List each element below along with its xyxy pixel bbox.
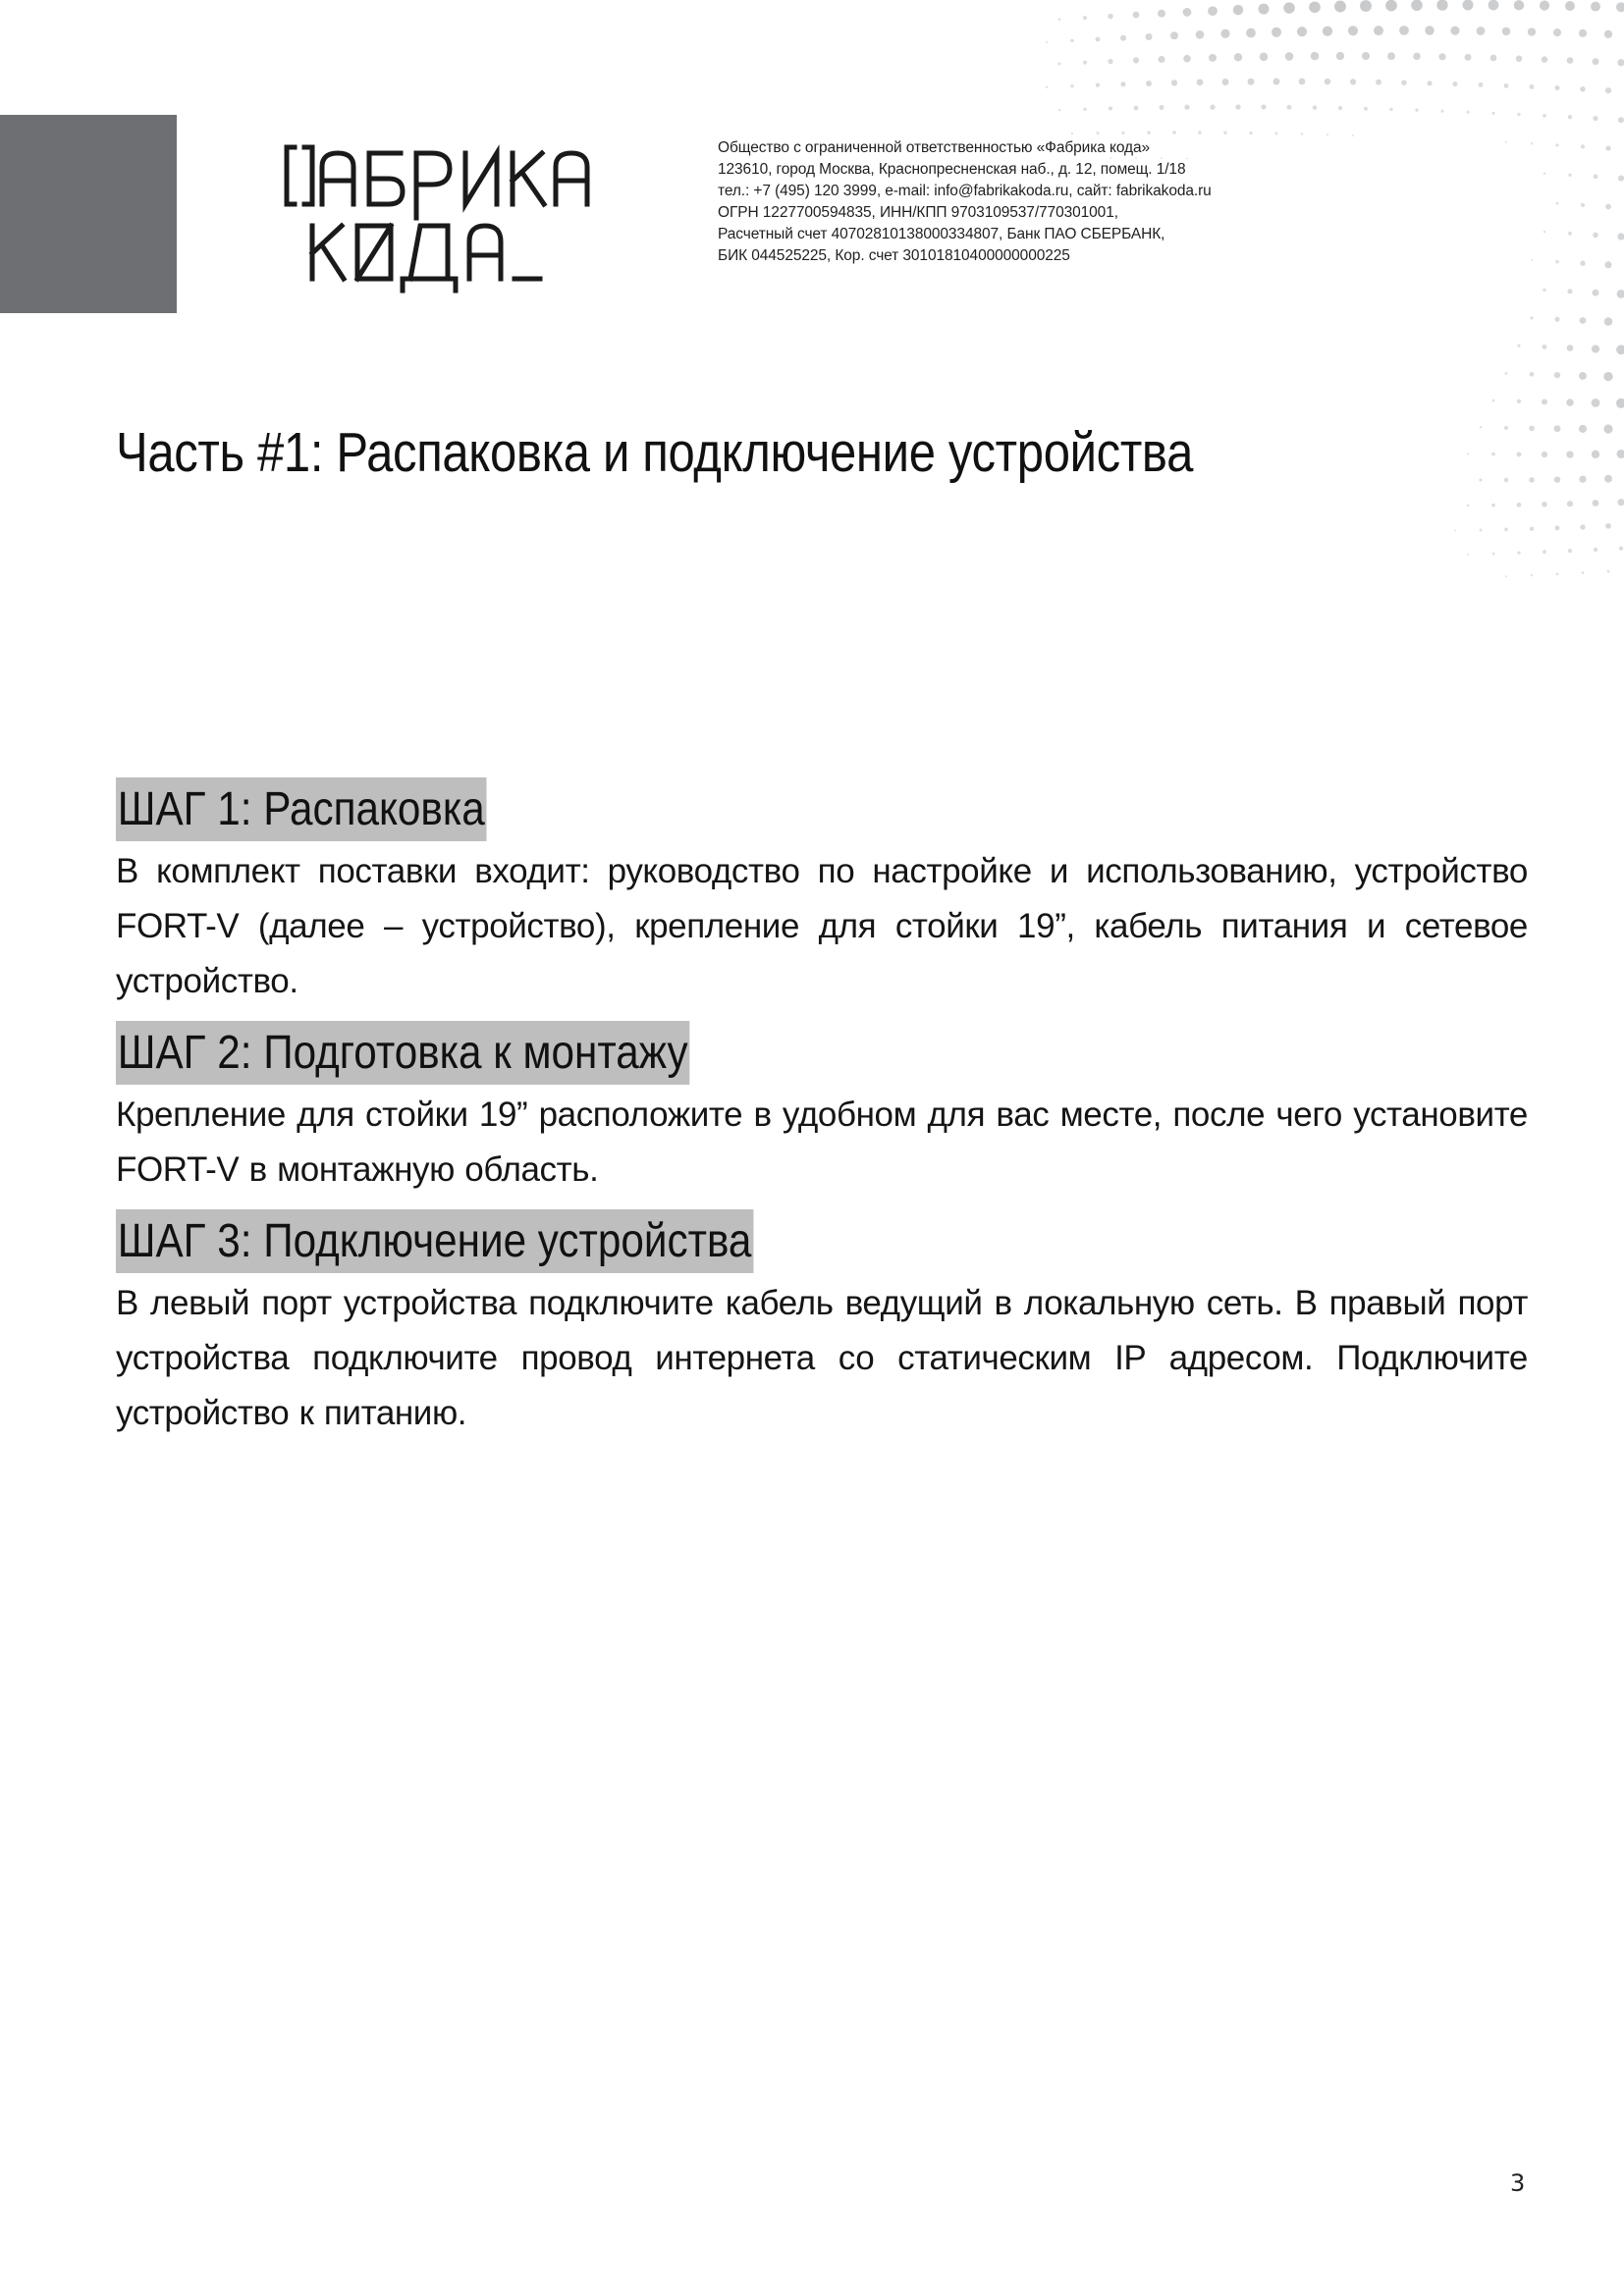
- pattern-dot: [1530, 316, 1533, 319]
- pattern-dot: [1198, 131, 1202, 134]
- pattern-dot: [1618, 176, 1624, 182]
- pattern-dot: [1543, 114, 1546, 118]
- pattern-dot: [1248, 79, 1255, 85]
- pattern-dot: [1208, 6, 1218, 16]
- pattern-dot: [1301, 133, 1304, 135]
- pattern-dot: [1554, 476, 1561, 483]
- company-bik-line: БИК 044525225, Кор. счет 30101810400000000225: [718, 247, 1070, 264]
- pattern-dot: [1579, 425, 1587, 433]
- company-bank-account-line: Расчетный счет 40702810138000334807, Банк ПАО СБЕРБАНК,: [718, 226, 1165, 242]
- pattern-dot: [1504, 83, 1509, 88]
- pattern-dot: [1234, 53, 1242, 61]
- pattern-dot: [1480, 426, 1482, 428]
- step-body: В комплект поставки входит: руководство по настройке и использованию, устройство FORT-V (далее – устройство), крепление для стойки 19”, кабель питания и сетевое устройство.: [116, 852, 1528, 1000]
- pattern-dot: [1529, 477, 1535, 483]
- pattern-dot: [1567, 501, 1573, 507]
- pattern-dot: [1543, 173, 1545, 175]
- pattern-dot: [1297, 27, 1307, 36]
- pattern-dot: [1466, 111, 1469, 114]
- pattern-dot: [1554, 425, 1561, 432]
- pattern-dot: [1070, 84, 1073, 87]
- pattern-dot: [1542, 452, 1547, 457]
- pattern-dot: [1593, 233, 1598, 239]
- pattern-dot: [1401, 80, 1407, 85]
- pattern-dot: [1046, 41, 1048, 43]
- pattern-dot: [1070, 39, 1074, 43]
- pattern-dot: [1467, 505, 1470, 507]
- pattern-dot: [1325, 79, 1330, 84]
- pattern-dot: [1616, 399, 1624, 408]
- pattern-dot: [1462, 0, 1473, 11]
- pattern-dot: [1617, 290, 1624, 298]
- pattern-dot: [1502, 27, 1511, 36]
- pattern-dot: [1530, 526, 1534, 530]
- pattern-dot: [1309, 1, 1321, 13]
- pattern-dot: [1603, 372, 1612, 381]
- company-contacts-line: тел.: +7 (495) 120 3999, e-mail: info@fabrikakoda.ru, сайт: fabrikakoda.ru: [718, 183, 1212, 199]
- dot-pattern-background: [0, 0, 1624, 707]
- pattern-dot: [1530, 84, 1535, 89]
- pattern-dot: [1311, 52, 1320, 61]
- pattern-dot: [1579, 476, 1586, 483]
- pattern-dot: [1450, 27, 1459, 35]
- pattern-dot: [1233, 5, 1243, 15]
- pattern-dot: [1223, 131, 1226, 133]
- pattern-dot: [1071, 133, 1073, 134]
- pattern-dot: [1591, 2, 1600, 12]
- step-body: В левый порт устройства подключите кабель ведущий в локальную сеть. В правый порт устройства подключите провод интернета со статическим IP адресом. Подключите устройство к питанию.: [116, 1284, 1528, 1432]
- pattern-dot: [1516, 452, 1521, 456]
- pattern-dot: [1146, 80, 1152, 86]
- pattern-dot: [1479, 82, 1484, 87]
- pattern-dot: [1517, 400, 1521, 403]
- pattern-dot: [1096, 83, 1100, 87]
- pattern-dot: [1145, 33, 1152, 40]
- pattern-dot: [1467, 453, 1469, 454]
- pattern-dot: [1348, 26, 1358, 35]
- pattern-dot: [1604, 261, 1611, 268]
- pattern-dot: [1083, 107, 1086, 110]
- pattern-dot: [1299, 79, 1306, 85]
- pattern-dot: [1592, 451, 1599, 458]
- pattern-dot: [1133, 57, 1139, 63]
- step-heading: ШАГ 1: Распаковка: [116, 777, 487, 841]
- pattern-dot: [1159, 56, 1165, 63]
- pattern-dot: [1605, 204, 1611, 210]
- pattern-dot: [1184, 105, 1189, 110]
- pattern-dot: [1454, 529, 1456, 531]
- pattern-dot: [1096, 37, 1101, 42]
- pattern-dot: [1285, 52, 1294, 61]
- pattern-dot: [1567, 57, 1574, 64]
- pattern-dot: [1580, 261, 1585, 266]
- page-title: Часть #1: Распаковка и подключение устройства: [116, 421, 1193, 484]
- pattern-dot: [1272, 27, 1281, 37]
- company-logo: [283, 124, 607, 300]
- pattern-dot: [1108, 14, 1112, 19]
- pattern-dot: [1580, 86, 1586, 92]
- pattern-dot: [1490, 55, 1497, 62]
- pattern-dot: [1542, 502, 1547, 507]
- pattern-dot: [1425, 26, 1434, 34]
- pattern-dot: [1160, 105, 1164, 110]
- pattern-dot: [1505, 141, 1507, 143]
- pattern-dot: [1334, 1, 1346, 13]
- pattern-dot: [1619, 546, 1623, 550]
- pattern-dot: [1376, 80, 1381, 85]
- pattern-dot: [1235, 104, 1240, 109]
- pattern-dot: [1555, 143, 1558, 146]
- pattern-dot: [1504, 528, 1508, 532]
- pattern-dot: [1399, 26, 1409, 35]
- pattern-dot: [1542, 56, 1547, 62]
- pattern-dot: [1517, 113, 1520, 116]
- pattern-dot: [1440, 110, 1443, 113]
- pattern-dot: [1566, 451, 1573, 457]
- pattern-dot: [1617, 59, 1624, 66]
- pattern-dot: [1352, 134, 1354, 136]
- pattern-dot: [1121, 132, 1124, 134]
- pattern-dot: [1505, 575, 1507, 577]
- pattern-dot: [1283, 2, 1294, 13]
- step-heading: ШАГ 2: Подготовка к монтажу: [116, 1021, 689, 1085]
- pattern-dot: [1222, 79, 1229, 85]
- pattern-dot: [1336, 52, 1344, 60]
- pattern-dot: [1477, 27, 1486, 35]
- pattern-dot: [1556, 573, 1559, 576]
- pattern-dot: [1058, 63, 1061, 66]
- pattern-dot: [1605, 523, 1611, 529]
- pattern-dot: [1492, 400, 1495, 402]
- step-body: Крепление для стойки 19” расположите в удобном для вас месте, после чего установите FORT-V в монтажную область.: [116, 1095, 1528, 1189]
- pattern-dot: [1326, 133, 1328, 135]
- pattern-dot: [1618, 117, 1624, 123]
- pattern-dot: [1313, 105, 1318, 110]
- pattern-dot: [1374, 26, 1383, 35]
- pattern-dot: [1413, 53, 1421, 61]
- pattern-dot: [1514, 0, 1524, 10]
- pattern-dot: [1275, 133, 1278, 135]
- pattern-dot: [1261, 105, 1266, 110]
- pattern-dot: [1491, 112, 1494, 115]
- pattern-dot: [1172, 131, 1176, 134]
- pattern-dot: [1581, 144, 1585, 148]
- pattern-dot: [1427, 80, 1432, 85]
- pattern-dot: [1134, 106, 1139, 111]
- pattern-dot: [1220, 29, 1229, 38]
- pattern-dot: [1531, 259, 1533, 261]
- pattern-dot: [1492, 553, 1495, 556]
- pattern-dot: [1465, 54, 1472, 61]
- pattern-dot: [1554, 85, 1559, 90]
- pattern-dot: [1133, 12, 1140, 19]
- pattern-dot: [1531, 142, 1533, 144]
- pattern-dot: [1489, 0, 1499, 10]
- pattern-dot: [1046, 86, 1048, 88]
- pattern-dot: [1411, 0, 1423, 11]
- pattern-dot: [1554, 372, 1560, 378]
- pattern-dot: [1579, 29, 1587, 37]
- pattern-dot: [1480, 529, 1483, 532]
- pattern-dot: [1568, 232, 1572, 236]
- pattern-dot: [1097, 132, 1100, 134]
- pattern-dot: [1579, 372, 1587, 380]
- pattern-dot: [1607, 570, 1610, 573]
- pattern-dot: [1058, 18, 1061, 21]
- pattern-dot: [1109, 106, 1112, 110]
- pattern-dot: [1604, 475, 1612, 483]
- steps-section: [116, 777, 1528, 1441]
- pattern-dot: [1616, 2, 1624, 12]
- pattern-dot: [1580, 524, 1585, 529]
- pattern-dot: [1197, 80, 1204, 86]
- company-name-line: Общество с ограниченной ответственностью «Фабрика кода»: [718, 139, 1151, 156]
- pattern-dot: [1467, 554, 1469, 556]
- pattern-dot: [1196, 30, 1205, 39]
- pattern-dot: [1580, 317, 1587, 324]
- pattern-dot: [1389, 108, 1393, 112]
- pattern-dot: [1568, 115, 1572, 119]
- pattern-dot: [1273, 79, 1280, 85]
- pattern-dot: [1593, 500, 1599, 507]
- pattern-dot: [1108, 59, 1112, 64]
- pattern-dot: [1183, 8, 1192, 17]
- pattern-dot: [1568, 549, 1572, 553]
- pattern-dot: [1246, 28, 1256, 38]
- pattern-dot: [1582, 571, 1585, 574]
- step-1: [116, 777, 1528, 1009]
- pattern-dot: [1058, 109, 1061, 112]
- pattern-dot: [1504, 478, 1508, 482]
- pattern-dot: [1603, 424, 1612, 433]
- pattern-dot: [1504, 426, 1508, 430]
- pattern-dot: [1568, 174, 1571, 177]
- pattern-dot: [1183, 55, 1191, 63]
- pattern-dot: [1120, 81, 1125, 86]
- pattern-dot: [1530, 372, 1535, 377]
- pattern-dot: [1517, 503, 1522, 507]
- pattern-dot: [1531, 574, 1533, 576]
- pattern-dot: [1594, 175, 1598, 180]
- pattern-dot: [1593, 290, 1599, 296]
- pattern-dot: [1491, 504, 1495, 507]
- pattern-dot: [1581, 203, 1585, 207]
- pattern-dot: [1516, 55, 1523, 62]
- pattern-dot: [1385, 0, 1397, 11]
- pattern-dot: [1543, 231, 1545, 233]
- pattern-dot: [1553, 28, 1561, 36]
- pattern-dot: [1364, 107, 1368, 111]
- pattern-dot: [1505, 372, 1508, 375]
- pattern-dot: [1479, 478, 1482, 481]
- pattern-dot: [1592, 399, 1600, 407]
- company-details: [718, 137, 1346, 267]
- pattern-dot: [1556, 202, 1559, 205]
- step-heading: ШАГ 3: Подключение устройства: [116, 1209, 753, 1273]
- pattern-dot: [1604, 30, 1612, 38]
- pattern-dot: [1617, 233, 1624, 240]
- pattern-dot: [1287, 105, 1292, 110]
- pattern-dot: [1566, 399, 1573, 405]
- pattern-dot: [1209, 54, 1217, 62]
- company-address-line: 123610, город Москва, Краснопресненская наб., д. 12, помещ. 1/18: [718, 161, 1186, 178]
- pattern-dot: [1529, 426, 1535, 432]
- pattern-dot: [1543, 345, 1547, 349]
- pattern-dot: [1453, 81, 1458, 86]
- pattern-dot: [1567, 289, 1572, 294]
- header-accent-block: [0, 115, 177, 313]
- pattern-dot: [1438, 53, 1445, 60]
- pattern-dot: [1604, 317, 1613, 326]
- pattern-dot: [1260, 53, 1269, 62]
- pattern-dot: [1555, 260, 1559, 264]
- pattern-dot: [1436, 0, 1447, 11]
- pattern-dot: [1605, 145, 1610, 150]
- pattern-dot: [1517, 552, 1520, 555]
- pattern-dot: [1360, 0, 1372, 12]
- pattern-dot: [1350, 79, 1356, 84]
- pattern-dot: [1592, 345, 1599, 352]
- pattern-dot: [1323, 27, 1332, 36]
- pattern-dot: [1605, 87, 1611, 93]
- pattern-dot: [1594, 548, 1597, 552]
- pattern-dot: [1415, 109, 1418, 112]
- pattern-dot: [1616, 345, 1624, 354]
- pattern-dot: [1120, 35, 1126, 41]
- page-number: 3: [1510, 2169, 1526, 2197]
- pattern-dot: [1210, 104, 1215, 109]
- pattern-dot: [1593, 116, 1597, 121]
- pattern-dot: [1362, 52, 1370, 60]
- pattern-dot: [1171, 80, 1177, 85]
- company-registration-line: ОГРН 1227700594835, ИНН/КПП 9703109537/770301001,: [718, 204, 1118, 221]
- pattern-dot: [1542, 399, 1547, 404]
- pattern-dot: [1491, 453, 1495, 456]
- pattern-dot: [1258, 4, 1269, 15]
- pattern-dot: [1543, 550, 1546, 554]
- pattern-dot: [1083, 16, 1087, 20]
- pattern-dot: [1170, 31, 1178, 39]
- pattern-dot: [1554, 317, 1559, 322]
- pattern-dot: [1616, 450, 1624, 458]
- pattern-dot: [1083, 61, 1087, 65]
- pattern-dot: [1540, 1, 1549, 11]
- pattern-dot: [1387, 52, 1395, 60]
- pattern-dot: [1147, 131, 1151, 134]
- pattern-dot: [1565, 1, 1575, 11]
- pattern-dot: [1593, 58, 1599, 65]
- pattern-dot: [1617, 499, 1624, 506]
- pattern-dot: [1517, 345, 1520, 347]
- pattern-dot: [1554, 525, 1559, 530]
- pattern-dot: [1567, 345, 1574, 351]
- step-3: [116, 1209, 1528, 1441]
- pattern-dot: [1338, 106, 1342, 110]
- pattern-dot: [1158, 10, 1165, 18]
- pattern-dot: [1543, 289, 1545, 292]
- pattern-dot: [1528, 27, 1536, 35]
- step-2: [116, 1021, 1528, 1198]
- pattern-dot: [1249, 132, 1252, 134]
